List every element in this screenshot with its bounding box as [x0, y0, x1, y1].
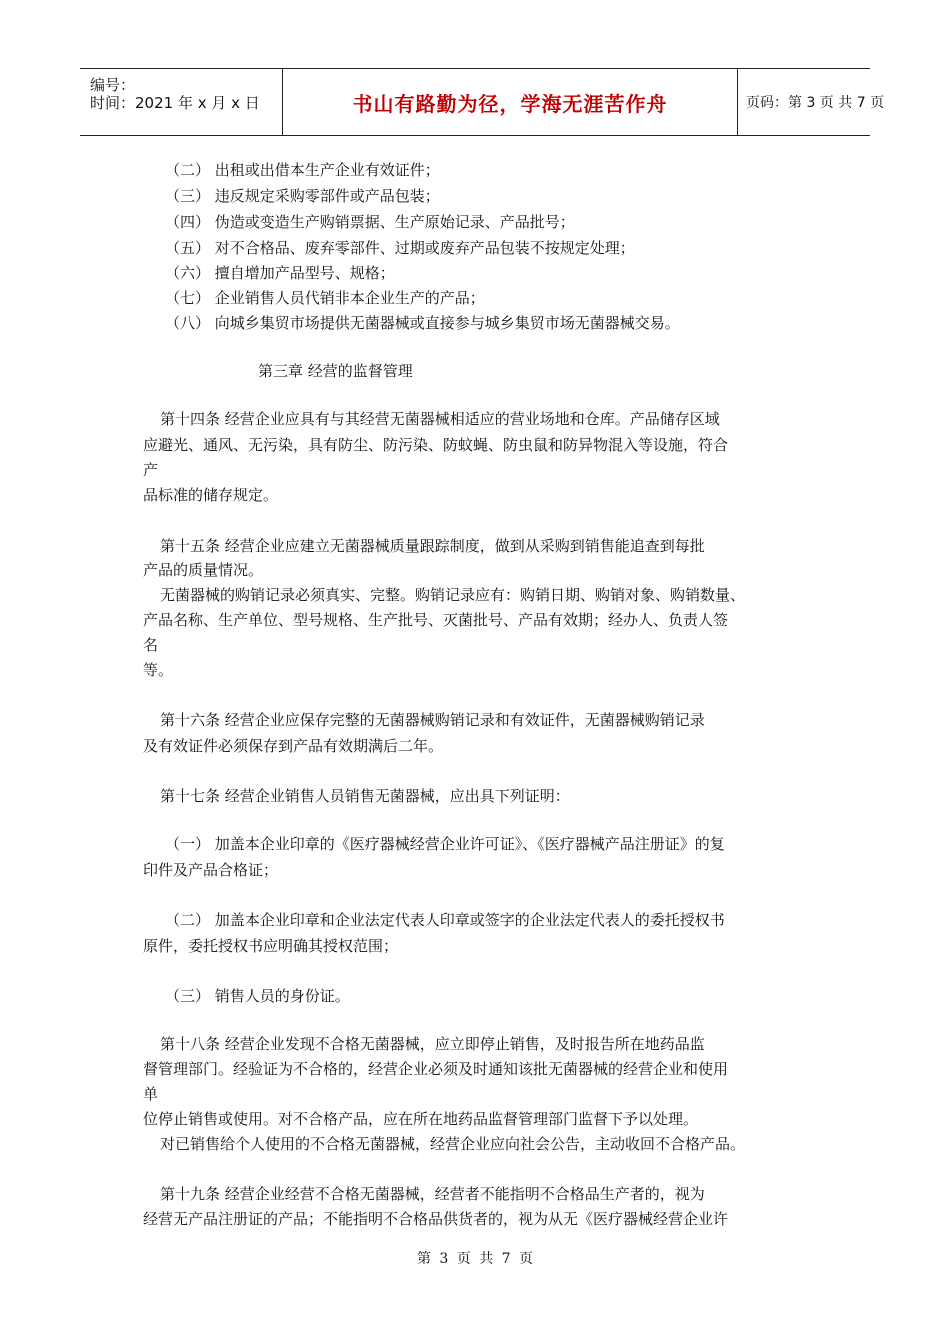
article-line: 第十九条 经营企业经营不合格无菌器械，经营者不能指明不合格品生产者的，视为 [160, 1185, 705, 1203]
body-line: （五） 对不合格品、废弃零部件、过期或废弃产品包装不按规定处理； [165, 239, 635, 257]
page-footer [0, 1248, 950, 1268]
footer-total-pages: 7 [501, 1251, 511, 1267]
page-header [80, 68, 885, 136]
body-line: 位停止销售或使用。对不合格产品，应在所在地药品监督管理部门监督下予以处理。 [143, 1110, 699, 1128]
body-line: 产品的质量情况。 [143, 561, 264, 579]
body-line: （六） 擅自增加产品型号、规格； [165, 264, 395, 282]
body-line: 等。 [143, 661, 174, 679]
footer-text: 第 [416, 1251, 431, 1267]
body-line: （七） 企业销售人员代销非本企业生产的产品； [165, 289, 485, 307]
footer-current-page: 3 [439, 1251, 449, 1267]
body-line: 产 [143, 461, 159, 479]
body-line: 原件，委托授权书应明确其授权范围； [143, 937, 399, 955]
footer-text: 页 [519, 1251, 534, 1267]
footer-text: 共 [479, 1251, 494, 1267]
body-line: 督管理部门。经验证为不合格的，经营企业必须及时通知该批无菌器械的经营企业和使用 [143, 1060, 729, 1078]
body-line: （二） 出租或出借本生产企业有效证件； [165, 161, 440, 179]
body-line: （八） 向城乡集贸市场提供无菌器械或直接参与城乡集贸市场无菌器械交易。 [165, 314, 680, 332]
body-line: 印件及产品合格证； [143, 861, 279, 879]
footer-text: 页 [456, 1251, 471, 1267]
article-line: 第十五条 经营企业应建立无菌器械质量跟踪制度，做到从采购到销售能追查到每批 [160, 537, 705, 555]
article-line: 第十八条 经营企业发现不合格无菌器械，应立即停止销售，及时报告所在地药品监 [160, 1035, 705, 1053]
article-line: 第十四条 经营企业应具有与其经营无菌器械相适应的营业场地和仓库。产品储存区域 [160, 410, 720, 428]
document-date: 时间：2021 年 x 月 x 日 [90, 94, 260, 112]
list-item: （二） 加盖本企业印章和企业法定代表人印章或签字的企业法定代表人的委托授权书 [165, 911, 725, 929]
body-line: 无菌器械的购销记录必须真实、完整。购销记录应有：购销日期、购销对象、购销数量、 [160, 586, 746, 604]
article-line: 第十六条 经营企业应保存完整的无菌器械购销记录和有效证件，无菌器械购销记录 [160, 711, 705, 729]
body-line: （三） 违反规定采购零部件或产品包装； [165, 187, 440, 205]
body-line: 品标准的储存规定。 [143, 486, 279, 504]
document-number-label: 编号： [90, 76, 136, 94]
chapter-heading: 第三章 经营的监督管理 [258, 362, 413, 380]
header-motto-cell [282, 69, 738, 135]
header-meta [80, 69, 282, 135]
header-motto: 书山有路勤为径，学海无涯苦作舟 [352, 91, 668, 116]
body-line: 应避光、通风、无污染，具有防尘、防污染、防蚊蝇、防虫鼠和防异物混入等设施，符合 [143, 436, 729, 454]
list-item: （三） 销售人员的身份证。 [165, 987, 350, 1005]
article-line: 第十七条 经营企业销售人员销售无菌器械，应出具下列证明： [160, 787, 570, 805]
body-line: 产品名称、生产单位、型号规格、生产批号、灭菌批号、产品有效期；经办人、负责人签 [143, 611, 729, 629]
body-line: 及有效证件必须保存到产品有效期满后二年。 [143, 737, 444, 755]
body-line: 单 [143, 1085, 159, 1103]
list-item: （一） 加盖本企业印章的《医疗器械经营企业许可证》、《医疗器械产品注册证》的复 [165, 835, 725, 853]
header-page-number: 页码：第 3 页 共 7 页 [746, 95, 885, 111]
body-line: 经营无产品注册证的产品；不能指明不合格品供货者的，视为从无《医疗器械经营企业许 [143, 1210, 729, 1228]
body-line: （四） 伪造或变造生产购销票据、生产原始记录、产品批号； [165, 213, 575, 231]
body-line: 名 [143, 636, 159, 654]
body-line: 对已销售给个人使用的不合格无菌器械，经营企业应向社会公告，主动收回不合格产品。 [160, 1135, 746, 1153]
